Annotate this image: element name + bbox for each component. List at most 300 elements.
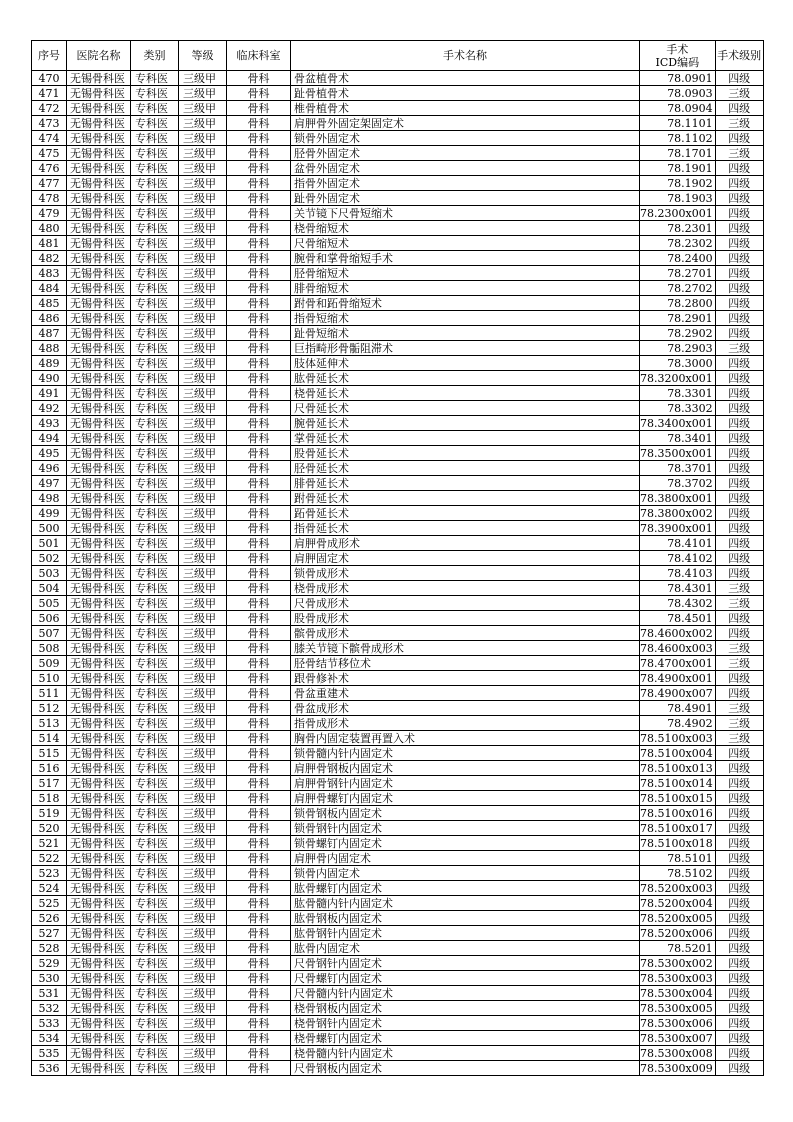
table-row [32,821,764,836]
clinical-department-cell: 骨科 [227,761,291,776]
surgery-level-cell: 四级 [715,101,763,116]
surgery-name-cell: 桡骨成形术 [291,581,640,596]
surgery-level-cell: 四级 [715,356,763,371]
table-row [32,836,764,851]
hospital-grade-cell: 三级甲 [179,941,227,956]
surgery-level-cell: 四级 [715,476,763,491]
table-row [32,941,764,956]
table-row [32,701,764,716]
icd-code-cell: 78.5100x018 [640,836,716,851]
icd-code-cell: 78.5300x006 [640,1016,716,1031]
hospital-type-cell: 专科医 [131,386,179,401]
table-row [32,176,764,191]
surgery-name-cell: 跗骨延长术 [291,491,640,506]
hospital-grade-cell: 三级甲 [179,956,227,971]
hospital-grade-cell: 三级甲 [179,1046,227,1061]
row-number-cell: 529 [32,956,67,971]
row-number-cell: 517 [32,776,67,791]
icd-code-cell: 78.5200x004 [640,896,716,911]
icd-code-cell: 78.4900x001 [640,671,716,686]
icd-code-cell: 78.5300x007 [640,1031,716,1046]
hospital-type-cell: 专科医 [131,86,179,101]
hospital-name-cell: 无锡骨科医 [67,986,131,1001]
table-row [32,461,764,476]
surgery-name-cell: 桡骨延长术 [291,386,640,401]
surgery-level-cell: 四级 [715,71,763,86]
row-number-cell: 472 [32,101,67,116]
table-row [32,296,764,311]
hospital-name-cell: 无锡骨科医 [67,581,131,596]
row-number-cell: 499 [32,506,67,521]
table-row [32,971,764,986]
hospital-type-cell: 专科医 [131,656,179,671]
surgery-level-cell: 四级 [715,881,763,896]
surgery-list-sheet [31,40,764,1076]
surgery-level-cell: 三级 [715,716,763,731]
hospital-type-cell: 专科医 [131,176,179,191]
surgery-name-cell: 腓骨延长术 [291,476,640,491]
surgery-level-cell: 四级 [715,446,763,461]
surgery-level-cell: 四级 [715,671,763,686]
hospital-grade-cell: 三级甲 [179,671,227,686]
hospital-type-cell: 专科医 [131,746,179,761]
clinical-department-cell: 骨科 [227,536,291,551]
surgery-level-cell: 四级 [715,536,763,551]
table-row [32,206,764,221]
surgery-level-cell: 四级 [715,1061,763,1076]
surgery-name-cell: 锁骨螺钉内固定术 [291,836,640,851]
row-number-cell: 485 [32,296,67,311]
hospital-name-cell: 无锡骨科医 [67,521,131,536]
surgery-name-cell: 指骨短缩术 [291,311,640,326]
icd-code-cell: 78.2302 [640,236,716,251]
hospital-type-cell: 专科医 [131,1046,179,1061]
hospital-name-cell: 无锡骨科医 [67,1061,131,1076]
table-row [32,101,764,116]
hospital-type-cell: 专科医 [131,596,179,611]
hospital-type-cell: 专科医 [131,131,179,146]
hospital-name-cell: 无锡骨科医 [67,956,131,971]
row-number-cell: 473 [32,116,67,131]
icd-code-cell: 78.4103 [640,566,716,581]
table-row [32,131,764,146]
surgery-name-cell: 桡骨螺钉内固定术 [291,1031,640,1046]
table-row [32,1001,764,1016]
surgery-name-cell: 跗骨和跖骨缩短术 [291,296,640,311]
hospital-name-cell: 无锡骨科医 [67,206,131,221]
row-number-cell: 528 [32,941,67,956]
row-number-cell: 533 [32,1016,67,1031]
surgery-level-cell: 四级 [715,386,763,401]
row-number-cell: 513 [32,716,67,731]
clinical-department-cell: 骨科 [227,431,291,446]
surgery-level-cell: 四级 [715,236,763,251]
hospital-name-cell: 无锡骨科医 [67,356,131,371]
hospital-name-cell: 无锡骨科医 [67,641,131,656]
hospital-name-cell: 无锡骨科医 [67,311,131,326]
hospital-grade-cell: 三级甲 [179,566,227,581]
table-row [32,311,764,326]
hospital-grade-cell: 三级甲 [179,731,227,746]
icd-code-cell: 78.5300x009 [640,1061,716,1076]
hospital-type-cell: 专科医 [131,971,179,986]
surgery-level-cell: 三级 [715,116,763,131]
hospital-name-cell: 无锡骨科医 [67,596,131,611]
icd-code-cell: 78.1701 [640,146,716,161]
row-number-cell: 523 [32,866,67,881]
icd-code-cell: 78.0903 [640,86,716,101]
hospital-type-cell: 专科医 [131,311,179,326]
hospital-grade-cell: 三级甲 [179,206,227,221]
surgery-level-cell: 四级 [715,911,763,926]
surgery-level-cell: 四级 [715,866,763,881]
table-row [32,221,764,236]
hospital-grade-cell: 三级甲 [179,641,227,656]
row-number-cell: 534 [32,1031,67,1046]
surgery-name-cell: 肩胛骨钢板内固定术 [291,761,640,776]
icd-code-cell: 78.2300x001 [640,206,716,221]
hospital-grade-cell: 三级甲 [179,521,227,536]
table-row [32,956,764,971]
surgery-level-cell: 四级 [715,836,763,851]
row-number-cell: 487 [32,326,67,341]
hospital-type-cell: 专科医 [131,566,179,581]
hospital-grade-cell: 三级甲 [179,191,227,206]
surgery-level-cell: 四级 [715,416,763,431]
icd-code-cell: 78.1101 [640,116,716,131]
surgery-level-cell: 三级 [715,641,763,656]
icd-code-cell: 78.2301 [640,221,716,236]
hospital-grade-cell: 三级甲 [179,161,227,176]
hospital-name-cell: 无锡骨科医 [67,656,131,671]
clinical-department-cell: 骨科 [227,641,291,656]
hospital-grade-cell: 三级甲 [179,896,227,911]
icd-code-cell: 78.2901 [640,311,716,326]
hospital-name-cell: 无锡骨科医 [67,1001,131,1016]
hospital-name-cell: 无锡骨科医 [67,866,131,881]
header-grade: 等级 [179,41,227,71]
row-number-cell: 474 [32,131,67,146]
icd-code-cell: 78.5300x008 [640,1046,716,1061]
row-number-cell: 493 [32,416,67,431]
row-number-cell: 480 [32,221,67,236]
row-number-cell: 526 [32,911,67,926]
header-hospital: 医院名称 [67,41,131,71]
row-number-cell: 476 [32,161,67,176]
clinical-department-cell: 骨科 [227,701,291,716]
hospital-type-cell: 专科医 [131,836,179,851]
surgery-level-cell: 四级 [715,821,763,836]
surgery-level-cell: 四级 [715,791,763,806]
surgery-level-cell: 四级 [715,521,763,536]
surgery-name-cell: 趾骨短缩术 [291,326,640,341]
row-number-cell: 504 [32,581,67,596]
hospital-type-cell: 专科医 [131,1016,179,1031]
surgery-name-cell: 桡骨钢板内固定术 [291,1001,640,1016]
hospital-type-cell: 专科医 [131,476,179,491]
table-row [32,251,764,266]
hospital-type-cell: 专科医 [131,401,179,416]
surgery-level-cell: 四级 [715,776,763,791]
surgery-level-cell: 三级 [715,701,763,716]
hospital-type-cell: 专科医 [131,206,179,221]
icd-code-cell: 78.4700x001 [640,656,716,671]
icd-code-cell: 78.5100x014 [640,776,716,791]
surgery-level-cell: 三级 [715,656,763,671]
table-row [32,581,764,596]
surgery-name-cell: 尺骨钢针内固定术 [291,956,640,971]
row-number-cell: 484 [32,281,67,296]
clinical-department-cell: 骨科 [227,461,291,476]
surgery-name-cell: 股骨延长术 [291,446,640,461]
clinical-department-cell: 骨科 [227,776,291,791]
row-number-cell: 505 [32,596,67,611]
surgery-level-cell: 三级 [715,341,763,356]
table-row [32,851,764,866]
clinical-department-cell: 骨科 [227,686,291,701]
surgery-name-cell: 肱骨内固定术 [291,941,640,956]
clinical-department-cell: 骨科 [227,86,291,101]
hospital-name-cell: 无锡骨科医 [67,371,131,386]
icd-code-cell: 78.2702 [640,281,716,296]
table-row [32,551,764,566]
table-row [32,446,764,461]
table-row [32,686,764,701]
row-number-cell: 524 [32,881,67,896]
surgery-level-cell: 四级 [715,566,763,581]
row-number-cell: 470 [32,71,67,86]
hospital-name-cell: 无锡骨科医 [67,551,131,566]
row-number-cell: 521 [32,836,67,851]
clinical-department-cell: 骨科 [227,251,291,266]
hospital-grade-cell: 三级甲 [179,746,227,761]
row-number-cell: 532 [32,1001,67,1016]
icd-code-cell: 78.2800 [640,296,716,311]
hospital-name-cell: 无锡骨科医 [67,926,131,941]
row-number-cell: 514 [32,731,67,746]
row-number-cell: 490 [32,371,67,386]
icd-code-cell: 78.4302 [640,596,716,611]
surgery-name-cell: 锁骨成形术 [291,566,640,581]
clinical-department-cell: 骨科 [227,101,291,116]
surgery-name-cell: 桡骨钢针内固定术 [291,1016,640,1031]
hospital-grade-cell: 三级甲 [179,716,227,731]
surgery-name-cell: 桡骨髓内针内固定术 [291,1046,640,1061]
hospital-grade-cell: 三级甲 [179,491,227,506]
surgery-name-cell: 腓骨缩短术 [291,281,640,296]
hospital-grade-cell: 三级甲 [179,131,227,146]
hospital-grade-cell: 三级甲 [179,581,227,596]
table-row [32,656,764,671]
clinical-department-cell: 骨科 [227,956,291,971]
table-row [32,911,764,926]
icd-code-cell: 78.4902 [640,716,716,731]
hospital-type-cell: 专科医 [131,251,179,266]
icd-code-cell: 78.5100x013 [640,761,716,776]
header-icd-code-line2: ICD编码 [655,55,700,69]
hospital-grade-cell: 三级甲 [179,1031,227,1046]
hospital-grade-cell: 三级甲 [179,116,227,131]
hospital-grade-cell: 三级甲 [179,1061,227,1076]
icd-code-cell: 78.3800x001 [640,491,716,506]
icd-code-cell: 78.3500x001 [640,446,716,461]
clinical-department-cell: 骨科 [227,1061,291,1076]
header-type: 类别 [131,41,179,71]
hospital-name-cell: 无锡骨科医 [67,191,131,206]
surgery-name-cell: 桡骨缩短术 [291,221,640,236]
surgery-level-cell: 四级 [715,1001,763,1016]
surgery-level-cell: 三级 [715,581,763,596]
surgery-level-cell: 三级 [715,146,763,161]
clinical-department-cell: 骨科 [227,341,291,356]
clinical-department-cell: 骨科 [227,551,291,566]
hospital-grade-cell: 三级甲 [179,611,227,626]
clinical-department-cell: 骨科 [227,266,291,281]
icd-code-cell: 78.5200x003 [640,881,716,896]
hospital-grade-cell: 三级甲 [179,851,227,866]
row-number-cell: 478 [32,191,67,206]
surgery-name-cell: 跖骨延长术 [291,506,640,521]
hospital-name-cell: 无锡骨科医 [67,536,131,551]
clinical-department-cell: 骨科 [227,821,291,836]
icd-code-cell: 78.3200x001 [640,371,716,386]
icd-code-cell: 78.3900x001 [640,521,716,536]
hospital-type-cell: 专科医 [131,1031,179,1046]
table-row [32,401,764,416]
row-number-cell: 503 [32,566,67,581]
hospital-name-cell: 无锡骨科医 [67,776,131,791]
hospital-grade-cell: 三级甲 [179,71,227,86]
icd-code-cell: 78.3400x001 [640,416,716,431]
surgery-level-cell: 四级 [715,266,763,281]
icd-code-cell: 78.2903 [640,341,716,356]
hospital-type-cell: 专科医 [131,686,179,701]
surgery-name-cell: 肩胛骨螺钉内固定术 [291,791,640,806]
hospital-grade-cell: 三级甲 [179,266,227,281]
clinical-department-cell: 骨科 [227,161,291,176]
hospital-name-cell: 无锡骨科医 [67,146,131,161]
row-number-cell: 506 [32,611,67,626]
surgery-name-cell: 尺骨螺钉内固定术 [291,971,640,986]
clinical-department-cell: 骨科 [227,401,291,416]
surgery-name-cell: 髌骨成形术 [291,626,640,641]
hospital-name-cell: 无锡骨科医 [67,836,131,851]
clinical-department-cell: 骨科 [227,356,291,371]
clinical-department-cell: 骨科 [227,446,291,461]
icd-code-cell: 78.3702 [640,476,716,491]
surgery-level-cell: 四级 [715,851,763,866]
surgery-level-cell: 四级 [715,401,763,416]
hospital-grade-cell: 三级甲 [179,326,227,341]
clinical-department-cell: 骨科 [227,221,291,236]
row-number-cell: 494 [32,431,67,446]
hospital-grade-cell: 三级甲 [179,356,227,371]
hospital-grade-cell: 三级甲 [179,761,227,776]
surgery-level-cell: 四级 [715,761,763,776]
clinical-department-cell: 骨科 [227,716,291,731]
hospital-grade-cell: 三级甲 [179,686,227,701]
row-number-cell: 481 [32,236,67,251]
hospital-grade-cell: 三级甲 [179,506,227,521]
hospital-type-cell: 专科医 [131,236,179,251]
header-dept: 临床科室 [227,41,291,71]
hospital-name-cell: 无锡骨科医 [67,161,131,176]
hospital-grade-cell: 三级甲 [179,401,227,416]
row-number-cell: 483 [32,266,67,281]
table-header-row [32,41,764,71]
table-row [32,1016,764,1031]
table-row [32,926,764,941]
clinical-department-cell: 骨科 [227,1001,291,1016]
table-row [32,521,764,536]
icd-code-cell: 78.4501 [640,611,716,626]
hospital-grade-cell: 三级甲 [179,776,227,791]
icd-code-cell: 78.4900x007 [640,686,716,701]
hospital-name-cell: 无锡骨科医 [67,251,131,266]
clinical-department-cell: 骨科 [227,596,291,611]
row-number-cell: 498 [32,491,67,506]
surgery-name-cell: 尺骨钢板内固定术 [291,1061,640,1076]
hospital-type-cell: 专科医 [131,866,179,881]
hospital-type-cell: 专科医 [131,806,179,821]
table-row [32,881,764,896]
surgery-name-cell: 肩胛骨钢针内固定术 [291,776,640,791]
surgery-level-cell: 三级 [715,596,763,611]
table-body [32,71,764,1076]
clinical-department-cell: 骨科 [227,836,291,851]
row-number-cell: 502 [32,551,67,566]
surgery-name-cell: 腕骨延长术 [291,416,640,431]
clinical-department-cell: 骨科 [227,506,291,521]
hospital-grade-cell: 三级甲 [179,386,227,401]
hospital-type-cell: 专科医 [131,221,179,236]
hospital-name-cell: 无锡骨科医 [67,131,131,146]
hospital-grade-cell: 三级甲 [179,446,227,461]
hospital-grade-cell: 三级甲 [179,791,227,806]
hospital-grade-cell: 三级甲 [179,551,227,566]
hospital-name-cell: 无锡骨科医 [67,686,131,701]
hospital-type-cell: 专科医 [131,581,179,596]
hospital-name-cell: 无锡骨科医 [67,116,131,131]
row-number-cell: 479 [32,206,67,221]
surgery-name-cell: 胫骨结节移位术 [291,656,640,671]
surgery-name-cell: 股骨成形术 [291,611,640,626]
table-row [32,266,764,281]
surgery-name-cell: 锁骨内固定术 [291,866,640,881]
surgery-name-cell: 肱骨螺钉内固定术 [291,881,640,896]
hospital-name-cell: 无锡骨科医 [67,941,131,956]
icd-code-cell: 78.5300x002 [640,956,716,971]
icd-code-cell: 78.1902 [640,176,716,191]
table-row [32,161,764,176]
hospital-type-cell: 专科医 [131,521,179,536]
hospital-name-cell: 无锡骨科医 [67,101,131,116]
table-row [32,536,764,551]
hospital-type-cell: 专科医 [131,701,179,716]
hospital-type-cell: 专科医 [131,161,179,176]
hospital-grade-cell: 三级甲 [179,926,227,941]
hospital-type-cell: 专科医 [131,1001,179,1016]
header-icd-code [640,41,716,71]
icd-code-cell: 78.5100x015 [640,791,716,806]
row-number-cell: 525 [32,896,67,911]
surgery-level-cell: 四级 [715,131,763,146]
hospital-grade-cell: 三级甲 [179,1016,227,1031]
hospital-name-cell: 无锡骨科医 [67,476,131,491]
icd-code-cell: 78.5300x005 [640,1001,716,1016]
hospital-grade-cell: 三级甲 [179,821,227,836]
clinical-department-cell: 骨科 [227,851,291,866]
